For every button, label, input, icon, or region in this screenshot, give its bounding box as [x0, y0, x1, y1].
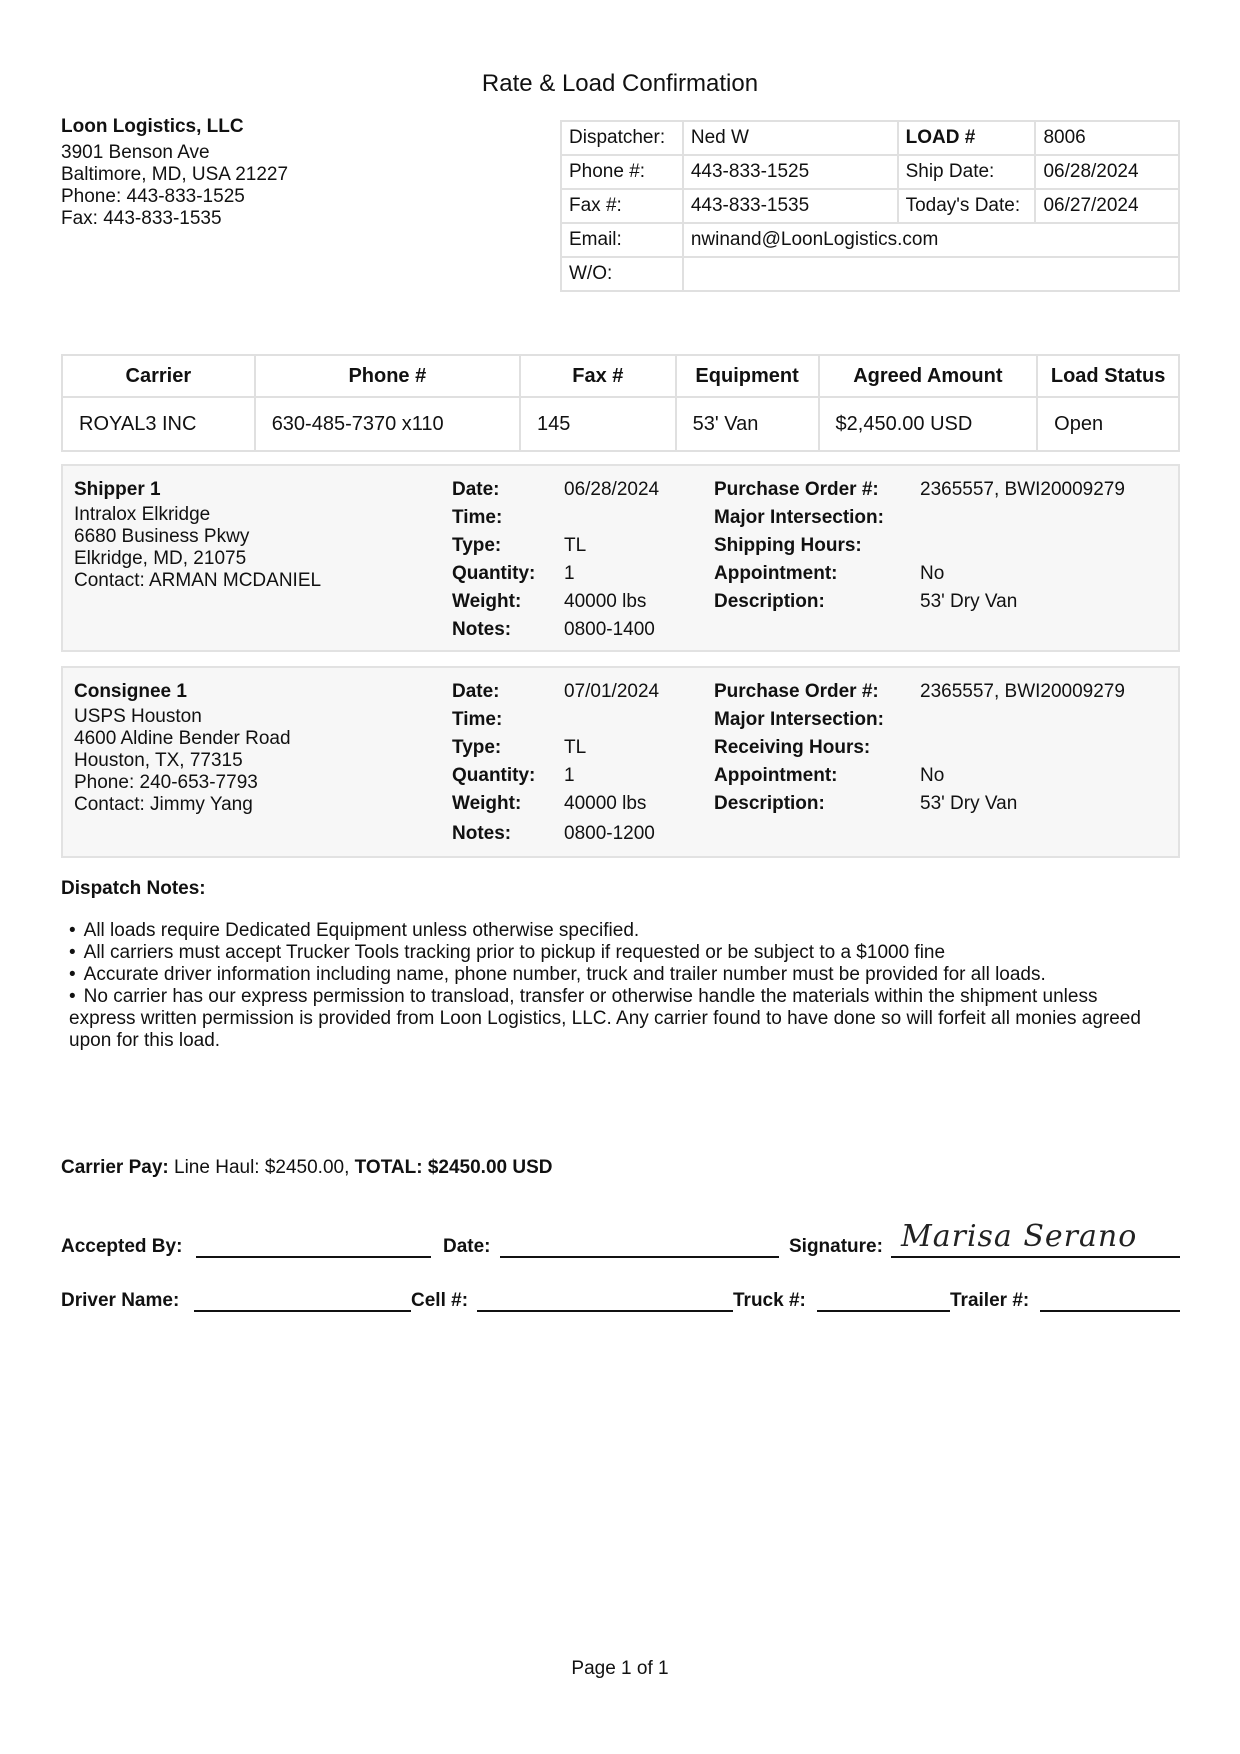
company-info	[61, 116, 288, 230]
shipper-heading: Shipper 1	[74, 479, 161, 500]
consignee-line: Phone: 240-653-7793	[74, 772, 258, 793]
consignee-labels-1	[452, 678, 535, 848]
page-title: Rate & Load Confirmation	[481, 70, 759, 97]
shipper-labels-1	[452, 476, 535, 644]
carrier-name: ROYAL3 INC	[62, 397, 255, 451]
shipper-notes-label: Notes:	[452, 619, 512, 640]
consignee-date: 07/01/2024	[564, 681, 660, 702]
consignee-po-label: Purchase Order #:	[714, 681, 879, 702]
consignee-quantity: 1	[564, 765, 575, 786]
list-item: • Accurate driver information including name, phone number, truck and trailer number must be provided for all loads.	[61, 964, 1141, 986]
consignee-appointment: No	[920, 765, 945, 786]
list-item: • All loads require Dedicated Equipment unless otherwise specified.	[61, 920, 1141, 942]
company-fax: Fax: 443-833-1535	[61, 208, 222, 229]
consignee-description: 53' Dry Van	[920, 793, 1018, 814]
consignee-time	[564, 706, 659, 734]
phone-value: 443-833-1525	[683, 155, 898, 189]
truck-field[interactable]	[817, 1280, 950, 1312]
driver-row	[61, 1272, 1180, 1312]
consignee-line: 4600 Aldine Bender Road	[74, 728, 291, 749]
company-name: Loon Logistics, LLC	[61, 116, 244, 137]
shipper-date: 06/28/2024	[564, 479, 660, 500]
consignee-description-label: Description:	[714, 793, 825, 814]
shipper-intersection-label: Major Intersection:	[714, 507, 884, 528]
dispatcher-label: Dispatcher:	[561, 121, 683, 155]
shipper-description-label: Description:	[714, 591, 825, 612]
shipper-notes: 0800-1400	[564, 619, 655, 640]
trailer-label: Trailer #:	[950, 1290, 1030, 1311]
wo-value	[683, 257, 1179, 291]
carrier-pay-label: Carrier Pay:	[61, 1157, 169, 1178]
shipper-description: 53' Dry Van	[920, 591, 1018, 612]
consignee-time-label: Time:	[452, 709, 503, 730]
carrier-pay-total: TOTAL: $2450.00 USD	[354, 1157, 553, 1178]
shipper-time-label: Time:	[452, 507, 503, 528]
consignee-labels-2	[714, 678, 884, 818]
driver-name-field[interactable]	[194, 1280, 411, 1312]
consignee-date-label: Date:	[452, 681, 500, 702]
ship-date-value: 06/28/2024	[1035, 155, 1179, 189]
dispatch-notes-title: Dispatch Notes:	[61, 878, 206, 899]
shipper-type: TL	[564, 535, 587, 556]
list-item: • No carrier has our express permission to transload, transfer or otherwise handle the materials within the shipment unless express written permission is provided from Loon Logistics, LLC. Any carrier found to have done so will forfeit all monies agreed upon for this load.	[61, 986, 1141, 1052]
dispatch-notes-list	[61, 920, 1141, 1052]
shipper-quantity-label: Quantity:	[452, 563, 536, 584]
header-agreed-amount: Agreed Amount	[819, 355, 1038, 397]
email-value: nwinand@LoonLogistics.com	[683, 223, 1179, 257]
shipper-hours-label: Shipping Hours:	[714, 535, 862, 556]
company-phone: Phone: 443-833-1525	[61, 186, 245, 207]
company-address-line-2: Baltimore, MD, USA 21227	[61, 164, 289, 185]
shipper-line: 6680 Business Pkwy	[74, 526, 250, 547]
todays-date-label: Today's Date:	[898, 189, 1036, 223]
company-address-line-1: 3901 Benson Ave	[61, 142, 210, 163]
todays-date-value: 06/27/2024	[1035, 189, 1179, 223]
accepted-by-field[interactable]	[196, 1226, 431, 1258]
consignee-line: USPS Houston	[74, 706, 202, 727]
consignee-weight: 40000 lbs	[564, 793, 647, 814]
consignee-type: TL	[564, 737, 587, 758]
shipper-intersection	[920, 504, 1125, 532]
carrier-load-status: Open	[1037, 397, 1179, 451]
driver-name-label: Driver Name:	[61, 1290, 180, 1311]
shipper-values-2	[920, 476, 1125, 616]
accepted-by-label: Accepted By:	[61, 1236, 183, 1257]
fax-value: 443-833-1535	[683, 189, 898, 223]
consignee-po: 2365557, BWI20009279	[920, 681, 1125, 702]
dispatch-info-table	[560, 120, 1180, 292]
signature-field[interactable]	[891, 1219, 1180, 1258]
shipper-weight-label: Weight:	[452, 591, 522, 612]
shipper-hours	[920, 532, 1125, 560]
shipper-address	[74, 476, 321, 592]
consignee-heading: Consignee 1	[74, 681, 187, 702]
list-item: • All carriers must accept Trucker Tools tracking prior to pickup if requested or be subject to a $1000 fine	[61, 942, 1141, 964]
consignee-intersection	[920, 706, 1125, 734]
shipper-type-label: Type:	[452, 535, 502, 556]
shipper-time	[564, 504, 659, 532]
table-row	[62, 397, 1179, 451]
ship-date-label: Ship Date:	[898, 155, 1036, 189]
carrier-pay-line-haul: Line Haul: $2450.00,	[174, 1157, 350, 1178]
carrier-equipment: 53' Van	[676, 397, 819, 451]
date-field[interactable]	[500, 1226, 779, 1258]
consignee-notes: 0800-1200	[564, 823, 655, 844]
consignee-address	[74, 678, 291, 816]
header-carrier: Carrier	[62, 355, 255, 397]
load-value: 8006	[1035, 121, 1179, 155]
carrier-agreed-amount: $2,450.00 USD	[819, 397, 1038, 451]
shipper-po-label: Purchase Order #:	[714, 479, 879, 500]
page-number: Page 1 of 1	[571, 1658, 669, 1679]
consignee-line: Houston, TX, 77315	[74, 750, 243, 771]
consignee-hours-label: Receiving Hours:	[714, 737, 871, 758]
shipper-line: Contact: ARMAN MCDANIEL	[74, 570, 322, 591]
shipper-section	[61, 464, 1180, 652]
consignee-values-2	[920, 678, 1125, 818]
dispatcher-value: Ned W	[683, 121, 898, 155]
phone-label: Phone #:	[561, 155, 683, 189]
carrier-fax: 145	[520, 397, 676, 451]
consignee-notes-label: Notes:	[452, 823, 512, 844]
shipper-weight: 40000 lbs	[564, 591, 647, 612]
consignee-section	[61, 666, 1180, 858]
shipper-line: Intralox Elkridge	[74, 504, 211, 525]
wo-label: W/O:	[561, 257, 683, 291]
carrier-phone: 630-485-7370 x110	[255, 397, 520, 451]
shipper-date-label: Date:	[452, 479, 500, 500]
consignee-type-label: Type:	[452, 737, 502, 758]
acceptance-row	[61, 1218, 1180, 1258]
shipper-appointment: No	[920, 563, 945, 584]
shipper-values-1	[564, 476, 659, 644]
cell-field[interactable]	[477, 1280, 733, 1312]
fax-label: Fax #:	[561, 189, 683, 223]
truck-label: Truck #:	[733, 1290, 806, 1311]
shipper-appointment-label: Appointment:	[714, 563, 838, 584]
shipper-line: Elkridge, MD, 21075	[74, 548, 247, 569]
shipper-po: 2365557, BWI20009279	[920, 479, 1125, 500]
signature-value: Marisa Serano	[901, 1219, 1138, 1254]
shipper-labels-2	[714, 476, 884, 616]
header-load-status: Load Status	[1037, 355, 1179, 397]
carrier-pay	[61, 1157, 552, 1179]
consignee-intersection-label: Major Intersection:	[714, 709, 884, 730]
consignee-appointment-label: Appointment:	[714, 765, 838, 786]
trailer-field[interactable]	[1040, 1280, 1180, 1312]
load-label: LOAD #	[898, 121, 1036, 155]
email-label: Email:	[561, 223, 683, 257]
consignee-line: Contact: Jimmy Yang	[74, 794, 253, 815]
header-fax: Fax #	[520, 355, 676, 397]
carrier-table	[61, 354, 1180, 452]
shipper-quantity: 1	[564, 563, 575, 584]
consignee-hours	[920, 734, 1125, 762]
date-label: Date:	[443, 1236, 491, 1257]
signature-label: Signature:	[789, 1236, 883, 1257]
consignee-weight-label: Weight:	[452, 793, 522, 814]
consignee-quantity-label: Quantity:	[452, 765, 536, 786]
consignee-values-1	[564, 678, 659, 848]
cell-label: Cell #:	[411, 1290, 469, 1311]
header-phone: Phone #	[255, 355, 520, 397]
header-equipment: Equipment	[676, 355, 819, 397]
carrier-table-header	[62, 355, 1179, 397]
